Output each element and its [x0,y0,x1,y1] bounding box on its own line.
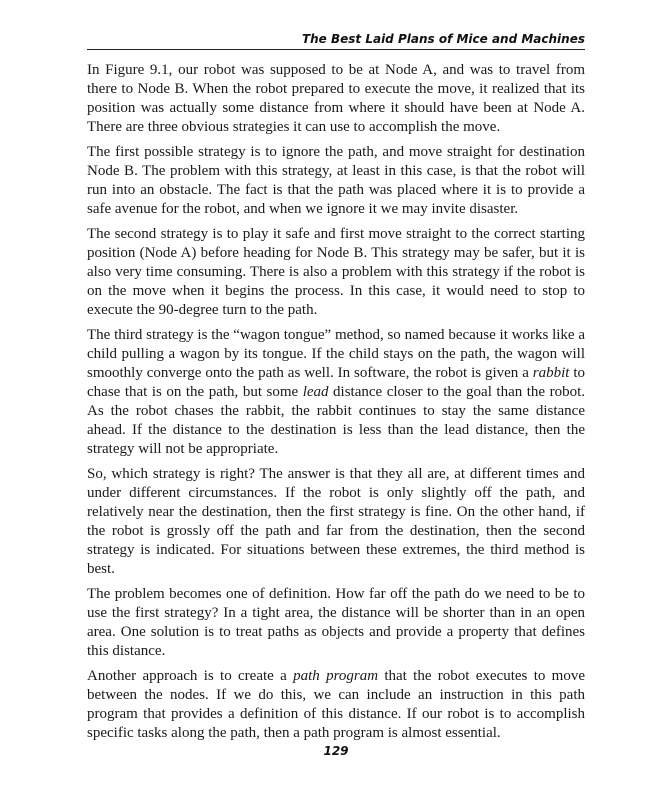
paragraph-2: The first possible strategy is to ignore the path, and move straight for destination Node B. The problem with this strategy, at least in this case, is that the robot will run into an obstacle. The fact is that the path was placed where it is to provide a safe avenue for the robot, and when we ignore it we may invite disaster. [87,143,585,218]
paragraph-3: The second strategy is to play it safe and first move straight to the correct starting position (Node A) before heading for Node B. This strategy may be safer, but it is also very time consuming. There is also a problem with this strategy if the robot is on the move when it begins the process. In this case, it would need to stop to execute the 90-degree turn to the path. [87,225,585,319]
paragraph-7 [87,667,585,743]
body-text [87,61,585,749]
term-rabbit: rabbit [532,364,570,381]
paragraph-7-text-b: that the robot executes to move between the nodes. If we do this, we can include an instruction in this path program that provides a definition of this distance. If our robot is to accomplish specific tasks along the path, then a path program is almost essential. [87,667,586,742]
paragraph-4-text-b: to chase that is on the path, but some [87,364,585,400]
paragraph-4 [87,326,585,460]
paragraph-7-text-a: Another approach is to create a [87,667,294,684]
term-path-program: path program [293,667,379,684]
paragraph-4-text-c: distance closer to the goal than the robot. As the robot chases the rabbit, the rabbit continues to stay the same distance ahead. If the distance to the destination is less than the lead distance, then the strategy will not be appropriate. [87,384,585,458]
paragraph-5: So, which strategy is right? The answer is that they all are, at different times and under different circumstances. If the robot is only slightly off the path, and relatively near the destination, then the first strategy is fine. On the other hand, if the robot is grossly off the path and far from the destination, then the second strategy is indicated. For situations between these extremes, the third method is best. [87,465,585,578]
paragraph-1: In Figure 9.1, our robot was supposed to be at Node A, and was to travel from there to Node B. When the robot prepared to execute the move, it realized that its position was actually some distance from where it should have been at Node A. There are three obvious strategies it can use to accomplish the move. [87,62,585,136]
running-header: The Best Laid Plans of Mice and Machines [301,32,585,46]
paragraph-4-text-a: The third strategy is the “wagon tongue” method, so named because it works like a child pulling a wagon by its tongue. If the child stays on the path, the wagon will smoothly converge onto the path as well. In software, the robot is given a [87,326,585,381]
term-lead: lead [302,384,329,400]
header-rule [87,49,585,50]
page-number: 129 [323,744,349,758]
paragraph-6: The problem becomes one of definition. How far off the path do we need to be to use the first strategy? In a tight area, the distance will be shorter than in an open area. One solution is to treat paths as objects and provide a property that defines this distance. [87,585,585,660]
